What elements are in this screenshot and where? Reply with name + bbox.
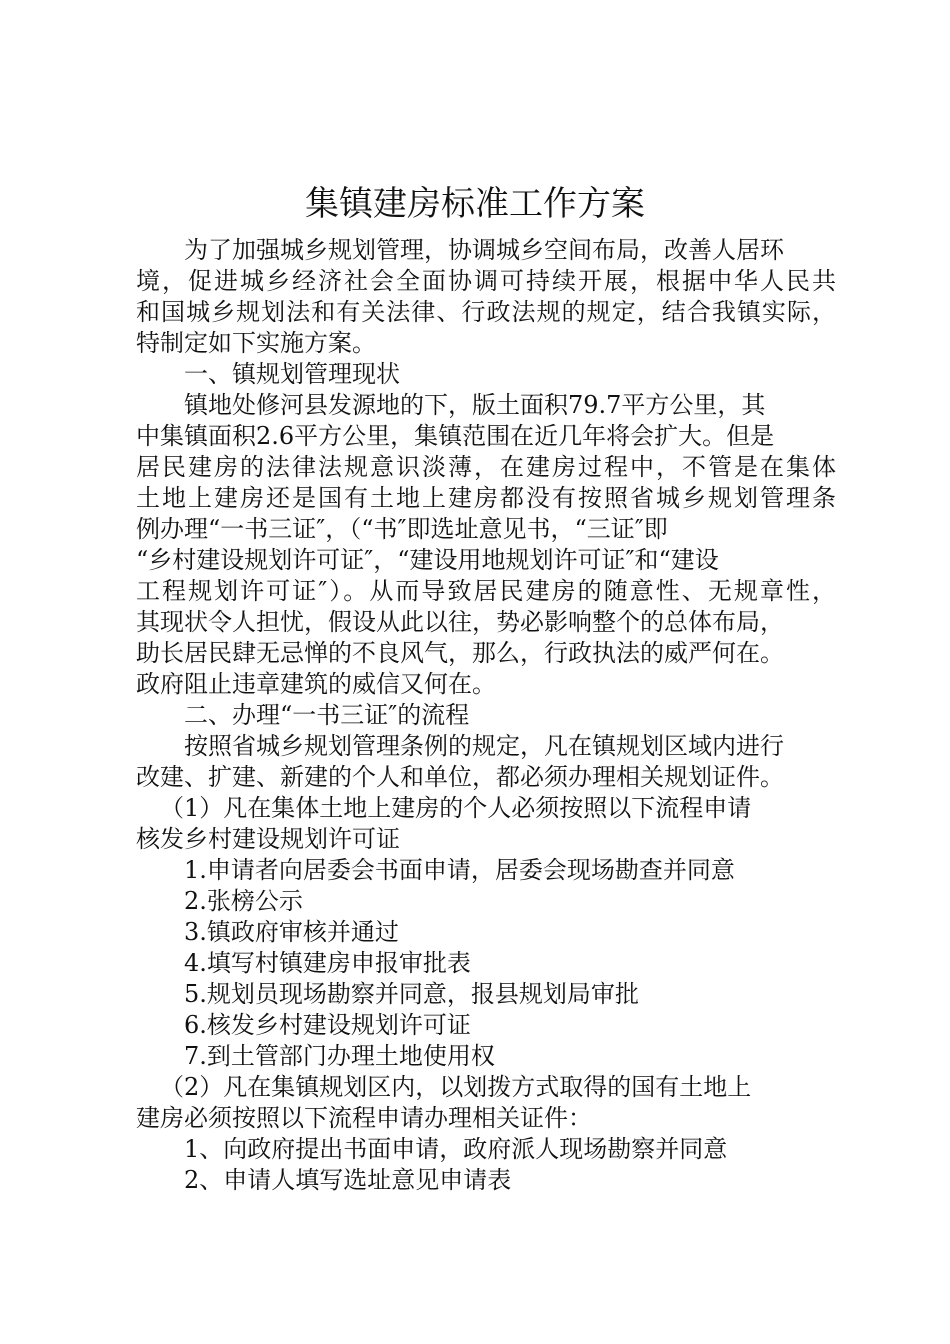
paragraph-line: 镇地处修河县发源地的下，版土面积79.7平方公里，其 [184, 391, 766, 419]
paragraph-line: 改建、扩建、新建的个人和单位，都必须办理相关规划证件。 [136, 763, 784, 791]
paragraph-line: 助长居民肆无忌惮的不良风气，那么，行政执法的威严何在。 [136, 639, 784, 667]
paragraph-line: 建房必须按照以下流程申请办理相关证件： [136, 1104, 592, 1132]
document-title: 集镇建房标准工作方案 [305, 184, 645, 224]
paragraph-line: （2）凡在集镇规划区内，以划拨方式取得的国有土地上 [160, 1073, 752, 1101]
document-body [136, 235, 836, 1196]
paragraph-line: “乡村建设规划许可证″，“建设用地规划许可证″和“建设 [136, 546, 719, 574]
paragraph-line: 特制定如下实施方案。 [136, 329, 376, 357]
paragraph-line: 境，促进城乡经济社会全面协调可持续开展，根据中华人民共 [136, 267, 836, 295]
list-item: 2.张榜公示 [184, 887, 303, 915]
paragraph-line: 工程规划许可证″）。从而导致居民建房的随意性、无规章性， [136, 577, 836, 605]
paragraph-line: 和国城乡规划法和有关法律、行政法规的规定，结合我镇实际， [136, 298, 836, 326]
paragraph-line: 土地上建房还是国有土地上建房都没有按照省城乡规划管理条 [136, 484, 836, 512]
list-item: 1、向政府提出书面申请，政府派人现场勘察并同意 [184, 1135, 728, 1163]
paragraph-line: 为了加强城乡规划管理，协调城乡空间布局，改善人居环 [184, 236, 784, 264]
list-item: 2、申请人填写选址意见申请表 [184, 1166, 512, 1194]
paragraph-line: 其现状令人担忧，假设从此以往，势必影响整个的总体布局， [136, 608, 784, 636]
list-item: 3.镇政府审核并通过 [184, 918, 399, 946]
paragraph-line: 核发乡村建设规划许可证 [136, 825, 400, 853]
list-item: 7.到土管部门办理土地使用权 [184, 1042, 495, 1070]
paragraph-line: 按照省城乡规划管理条例的规定，凡在镇规划区域内进行 [184, 732, 784, 760]
section-heading: 二、办理“一书三证″的流程 [184, 701, 470, 729]
paragraph-line: 居民建房的法律法规意识淡薄，在建房过程中，不管是在集体 [136, 453, 836, 481]
list-item: 6.核发乡村建设规划许可证 [184, 1011, 471, 1039]
paragraph-line: 中集镇面积2.6平方公里，集镇范围在近几年将会扩大。但是 [136, 422, 775, 450]
list-item: 4.填写村镇建房申报审批表 [184, 949, 471, 977]
paragraph-line: 政府阻止违章建筑的威信又何在。 [136, 670, 496, 698]
paragraph-line: 例办理“一书三证″，（“书″即选址意见书，“三证″即 [136, 515, 668, 543]
list-item: 1.申请者向居委会书面申请，居委会现场勘查并同意 [184, 856, 735, 884]
section-heading: 一、镇规划管理现状 [184, 360, 400, 388]
list-item: 5.规划员现场勘察并同意，报县规划局审批 [184, 980, 639, 1008]
paragraph-line: （1）凡在集体土地上建房的个人必须按照以下流程申请 [160, 794, 752, 822]
